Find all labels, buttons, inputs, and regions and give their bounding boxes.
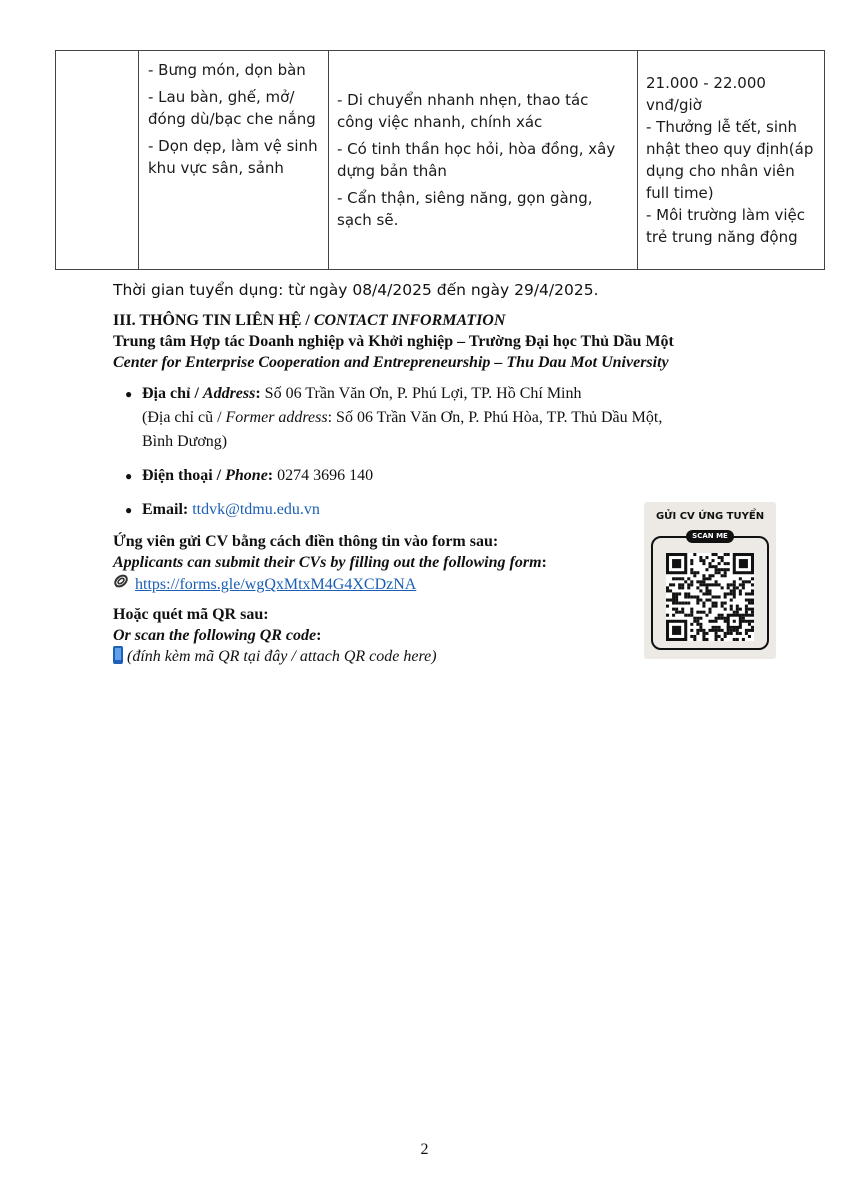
task-item: - Dọn dẹp, làm vệ sinh khu vực sân, sảnh: [148, 137, 318, 177]
address-item: ● Địa chỉ / Address: Số 06 Trần Văn Ơn, P. Phú Lợi, TP. Hồ Chí Minh (Địa chỉ cũ / Former address: Số 06 Trần Văn Ơn, P. Phú Hòa, TP. Thủ Dầu Một, Bình Dương): [125, 382, 662, 454]
benefit-item: - Thưởng lễ tết, sinh nhật theo quy định(áp dụng cho nhân viên full time): [646, 118, 814, 202]
task-item: - Lau bàn, ghế, mở/đóng dù/bạc che nắng: [148, 88, 316, 128]
org-name-en: Center for Enterprise Cooperation and Entrepreneurship – Thu Dau Mot University: [113, 354, 669, 371]
tasks-cell: [139, 51, 329, 270]
task-item: - Bưng món, dọn bàn: [148, 61, 306, 79]
qr-text-block: [113, 604, 437, 667]
mobile-phone-icon: [113, 646, 123, 664]
form-link[interactable]: https://forms.gle/wgQxMtxM4G4XCDzNA: [135, 576, 417, 593]
phone-label-vi: Điện thoại /: [142, 467, 226, 484]
qr-note-row: [113, 646, 437, 667]
former-address: (Địa chỉ cũ / Former address: Số 06 Trần Văn Ơn, P. Phú Hòa, TP. Thủ Dầu Một,: [142, 409, 663, 426]
phone-label-en: Phone: [225, 467, 268, 484]
form-line-en-row: Applicants can submit their CVs by filling out the following form:: [113, 554, 547, 571]
qr-line-vi: Hoặc quét mã QR sau:: [113, 606, 269, 623]
former-address-cont: Bình Dương): [142, 433, 228, 450]
former-address-value: : Số 06 Trần Văn Ơn, P. Phú Hòa, TP. Thủ Dầu Một,: [327, 409, 663, 426]
requirements-cell: [329, 51, 638, 270]
benefit-item: - Môi trường làm việc trẻ trung năng động: [646, 206, 806, 246]
qr-card-title: GỬI CV ỨNG TUYỂN: [655, 511, 765, 522]
page-number: 2: [420, 1141, 429, 1158]
address-label-vi: Địa chỉ /: [142, 385, 203, 402]
phone-value: 0274 3696 140: [277, 467, 374, 484]
address-value: Số 06 Trần Văn Ơn, P. Phú Lợi, TP. Hồ Chí Minh: [264, 385, 582, 402]
email-link[interactable]: ttdvk@tdmu.edu.vn: [192, 501, 320, 518]
recruit-period: Thời gian tuyển dụng: từ ngày 08/4/2025 đến ngày 29/4/2025.: [113, 281, 599, 299]
contact-heading-en: CONTACT INFORMATION: [313, 312, 506, 329]
salary-text: 21.000 - 22.000 vnđ/giờ: [646, 74, 766, 114]
benefits-cell: [638, 51, 825, 270]
contact-list: [125, 382, 662, 522]
scan-me-label: SCAN ME: [686, 530, 734, 543]
requirement-item: - Có tinh thần học hỏi, hòa đồng, xây dựng bản thân: [337, 140, 616, 180]
requirement-item: - Cẩn thận, siêng năng, gọn gàng, sạch sẽ.: [337, 189, 593, 229]
qr-line-en-row: Or scan the following QR code:: [113, 627, 322, 644]
bullet-icon: ●: [125, 469, 133, 483]
form-link-row: [113, 573, 547, 595]
form-block: [113, 531, 547, 595]
requirement-item: - Di chuyển nhanh nhẹn, thao tác công việc nhanh, chính xác: [337, 91, 589, 131]
job-table: [55, 50, 825, 270]
bullet-icon: ●: [125, 387, 133, 401]
bullet-icon: ●: [125, 503, 133, 517]
qr-note: (đính kèm mã QR tại đây / attach QR code here): [127, 648, 437, 665]
form-line-vi: Ứng viên gửi CV bằng cách điền thông tin vào form sau:: [113, 533, 499, 550]
email-label: Email:: [142, 501, 189, 518]
org-name-vi: Trung tâm Hợp tác Doanh nghiệp và Khởi nghiệp – Trường Đại học Thủ Dầu Một: [113, 333, 674, 350]
qr-line-en: Or scan the following QR code: [113, 627, 317, 644]
qr-code[interactable]: [666, 553, 754, 641]
address-label-en: Address: [202, 385, 256, 402]
form-line-en: Applicants can submit their CVs by filling out the following form: [113, 554, 542, 571]
table-row: [56, 51, 825, 270]
contact-section: [113, 310, 674, 373]
qr-card[interactable]: [644, 502, 776, 659]
phone-item: ● Điện thoại / Phone: 0274 3696 140: [125, 464, 662, 488]
contact-heading-vi: III. THÔNG TIN LIÊN HỆ /: [113, 312, 314, 329]
table-cell-empty: [56, 51, 139, 270]
contact-heading: [113, 310, 674, 331]
email-item: [125, 498, 662, 522]
former-address-label: Former address: [225, 409, 328, 426]
paperclip-icon: [113, 573, 135, 595]
